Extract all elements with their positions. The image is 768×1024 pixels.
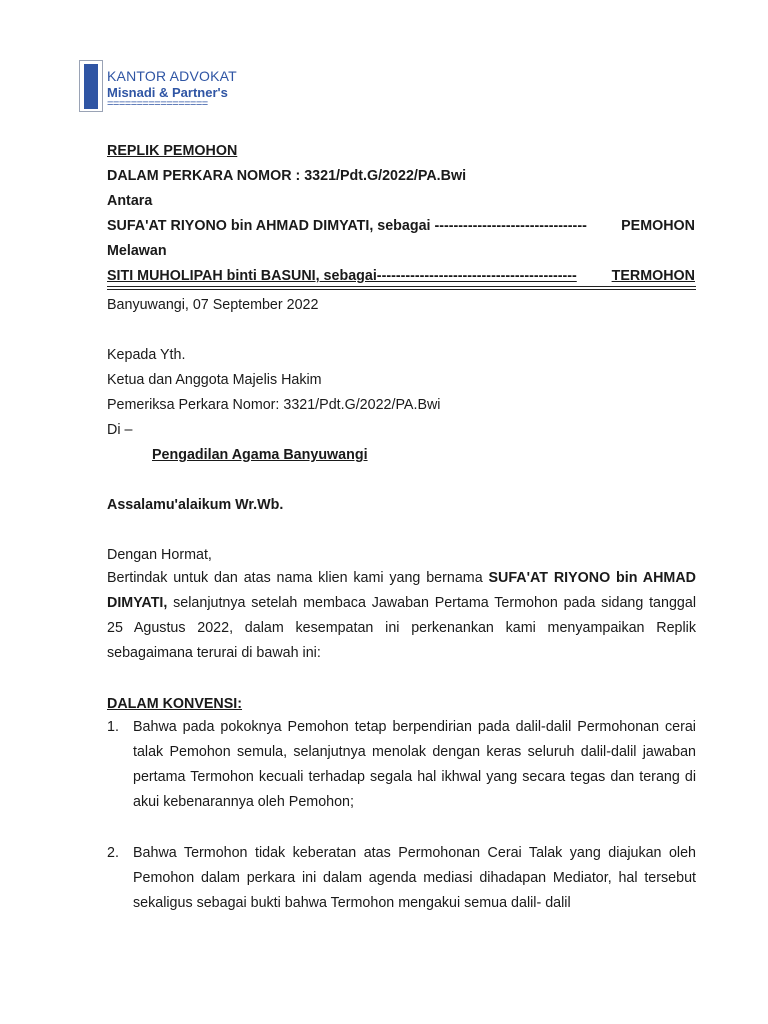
list-item-text: Bahwa Termohon tidak keberatan atas Permohonan Cerai Talak yang diajukan oleh Pemohon dalam perkara ini dalam agenda mediasi dihadapan Mediator, hal tersebut sekaligus sebagai bukti bahwa Termohon mengakui semua dalil- dalil: [133, 845, 696, 911]
client-name: SUFA'AT RIYONO bin AHMAD DIMYATI,: [107, 570, 696, 611]
greeting: Dengan Hormat,: [107, 547, 212, 563]
list-item-text: Bahwa pada pokoknya Pemohon tetap berpendirian pada dalil-dalil Permohonan cerai talak Pemohon semula, selanjutnya menolak dengan keras seluruh dalil-dalil jawaban pertama Termohon kecuali terhadap segala hal ikhwal yang secara tegas dan terang di akui kebenarannya oleh Pemohon;: [133, 719, 696, 810]
firm-underline: =================: [107, 98, 208, 110]
section-heading: DALAM KONVENSI:: [107, 696, 243, 712]
between-label: Antara: [107, 193, 153, 209]
intro-part1: Bertindak untuk dan atas nama klien kami yang bernama: [107, 570, 489, 586]
document-type: REPLIK PEMOHON: [107, 143, 238, 159]
court-name: Pengadilan Agama Banyuwangi: [152, 447, 368, 463]
party1-role: PEMOHON: [621, 218, 695, 234]
party2-role: TERMOHON: [611, 268, 695, 284]
recipient-line1: Ketua dan Anggota Majelis Hakim: [107, 372, 322, 388]
intro-paragraph: [107, 566, 696, 666]
intro-part2: selanjutnya setelah membaca Jawaban Pertama Termohon pada sidang tanggal 25 Agustus 2022, dalam kesempatan ini perkenankan kami menyampaikan Replik sebagaimana terurai di bawah ini:: [107, 595, 696, 661]
party2-name: SITI MUHOLIPAH binti BASUNI, sebagai------------------------------------------: [107, 268, 577, 284]
logo-bar-icon: [79, 60, 103, 112]
case-number-line: DALAM PERKARA NOMOR : 3321/Pdt.G/2022/PA.Bwi: [107, 168, 467, 184]
firm-subtitle: Misnadi & Partner's: [107, 85, 228, 100]
recipient-kepada: Kepada Yth.: [107, 347, 186, 363]
recipient-line2: Pemeriksa Perkara Nomor: 3321/Pdt.G/2022/PA.Bwi: [107, 397, 441, 413]
party1-name: SUFA'AT RIYONO bin AHMAD DIMYATI, sebagai --------------------------------: [107, 218, 587, 234]
date-line: Banyuwangi, 07 September 2022: [107, 297, 319, 313]
letterhead-logo: [79, 60, 257, 114]
list-item-number: 2.: [107, 845, 119, 861]
title-double-rule: [107, 286, 696, 290]
firm-name: KANTOR ADVOKAT: [107, 68, 237, 84]
versus-label: Melawan: [107, 243, 167, 259]
recipient-di: Di –: [107, 422, 133, 438]
salam: Assalamu'alaikum Wr.Wb.: [107, 497, 284, 513]
list-item-number: 1.: [107, 719, 119, 735]
